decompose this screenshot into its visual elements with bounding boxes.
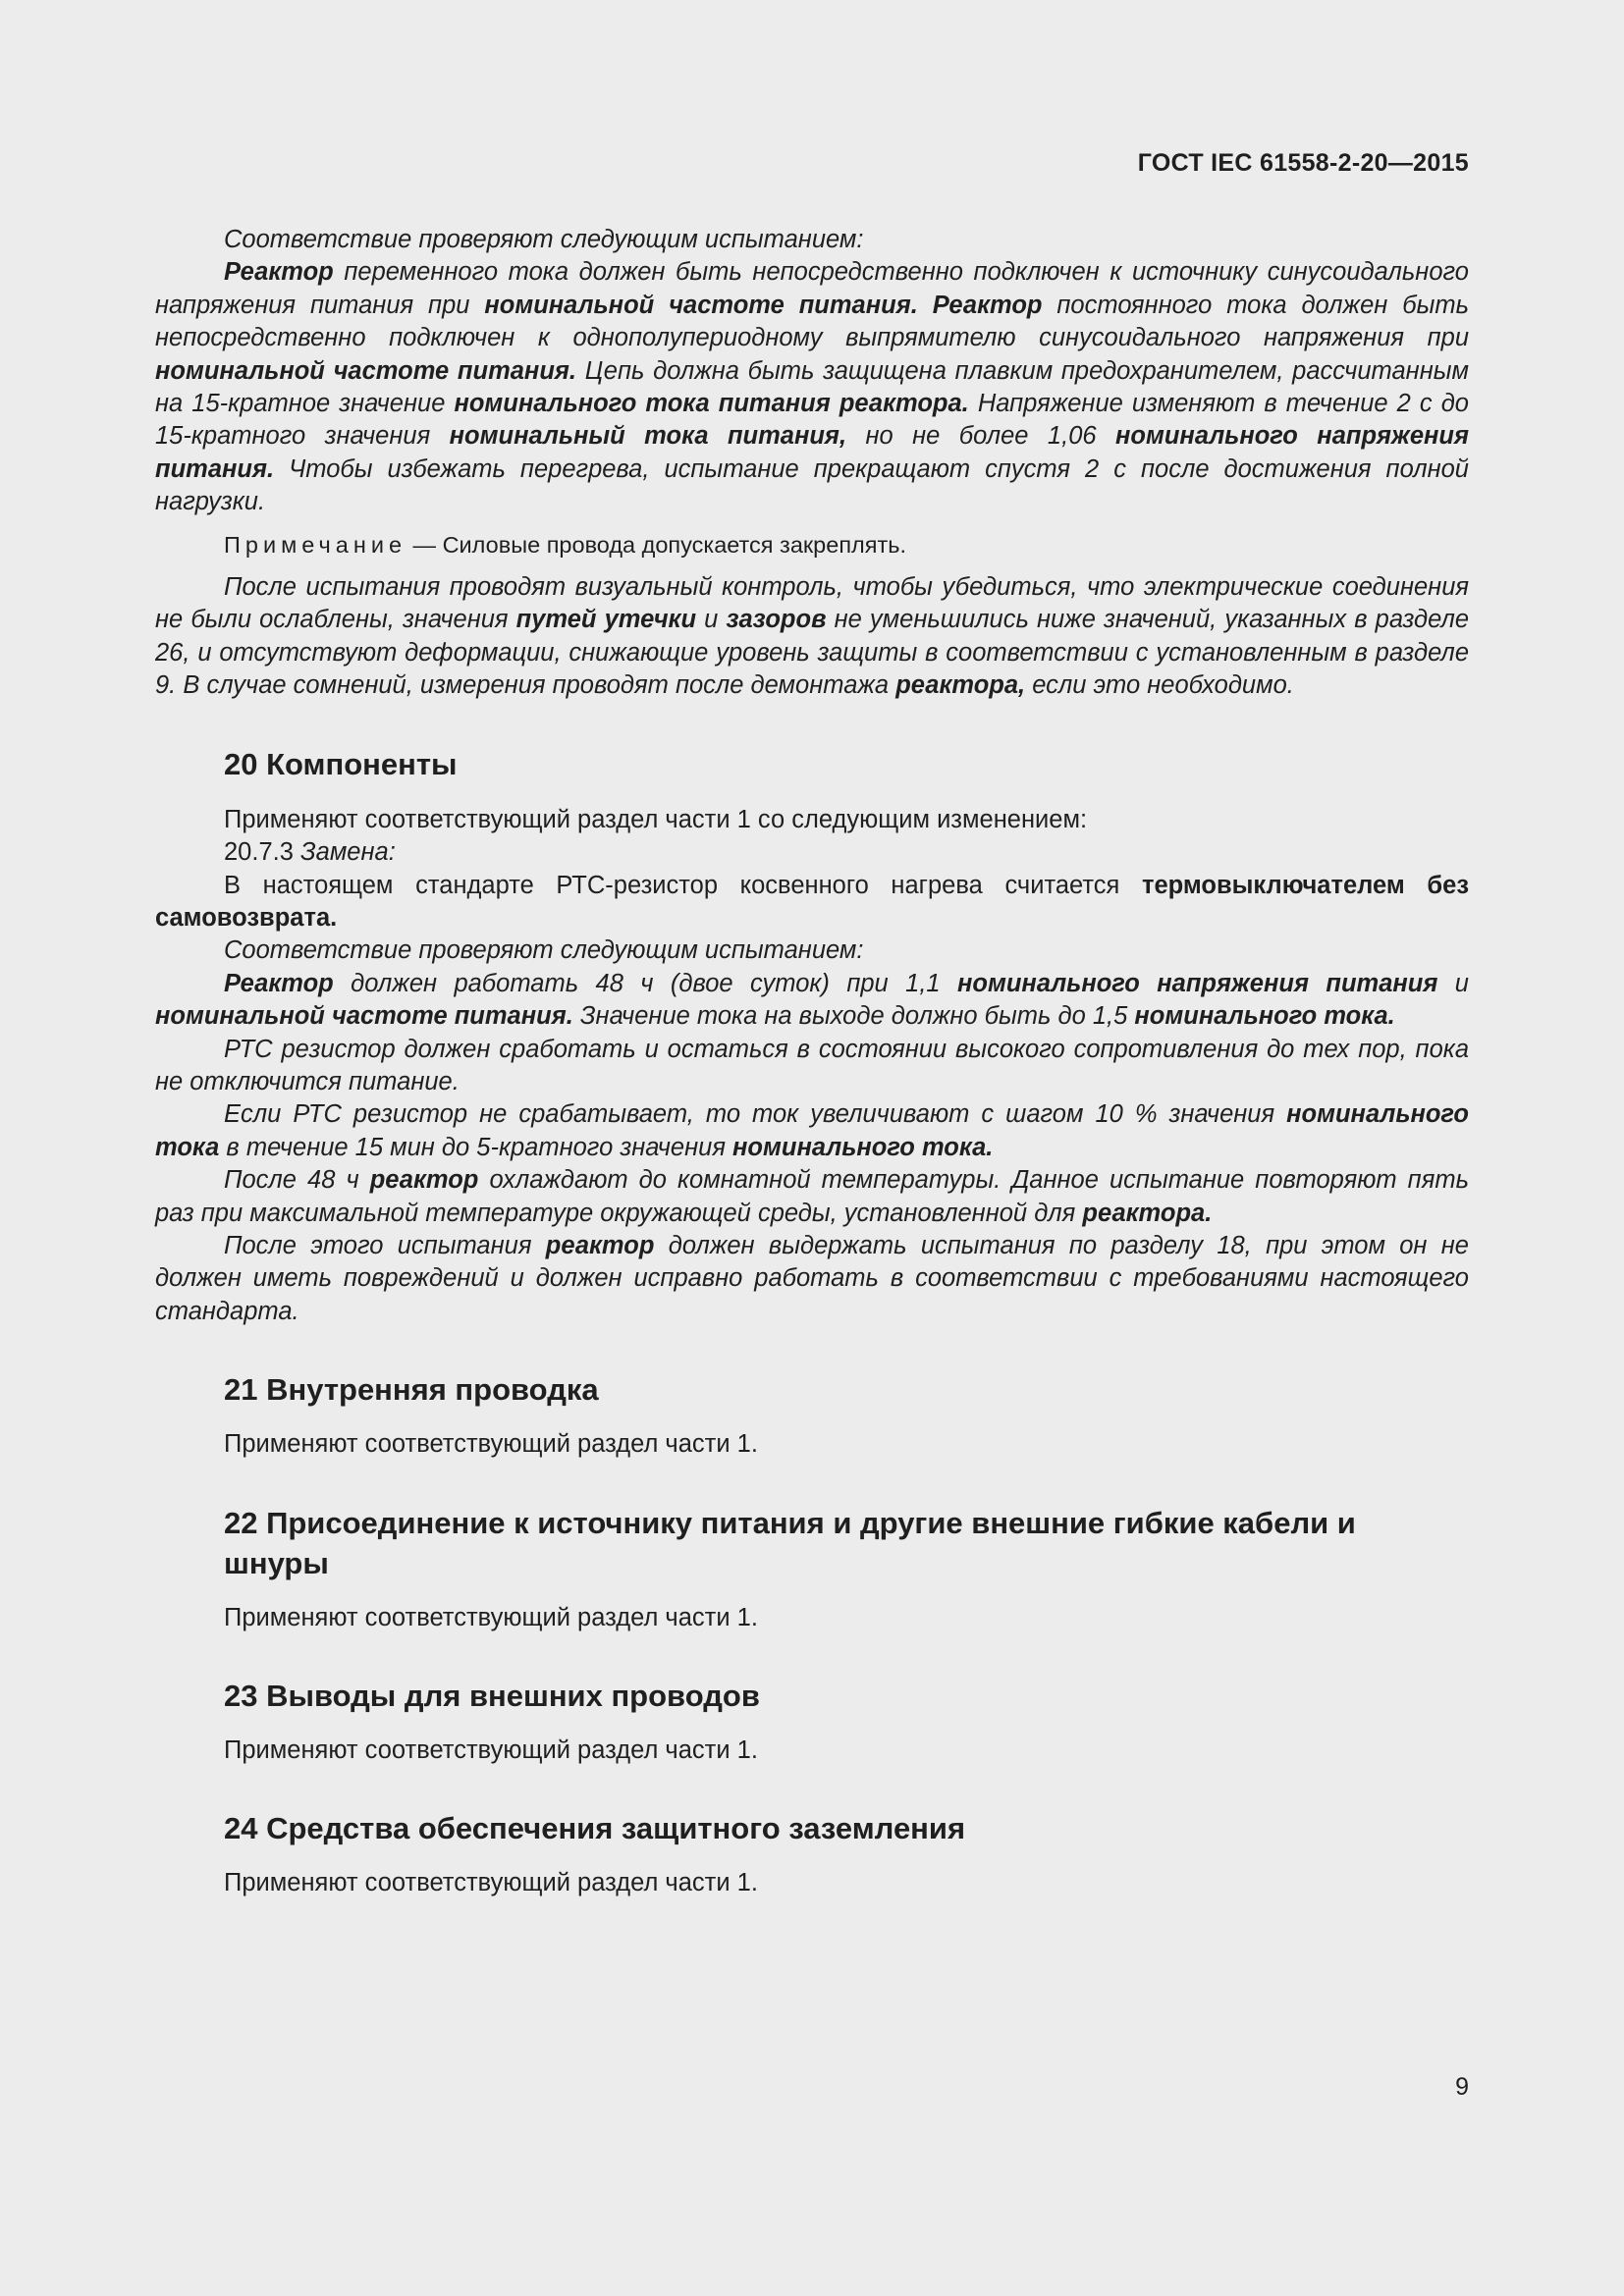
bold-term: номинального напряжения питания. bbox=[155, 422, 1469, 483]
section-20-title: 20 Компоненты bbox=[224, 746, 458, 781]
bold-term: Реактор bbox=[224, 969, 334, 997]
text-run: Чтобы избежать перегрева, испытание прекращают спустя 2 с после достижения полной нагрузки. bbox=[155, 454, 1469, 516]
text-run: должен работать 48 ч (двое суток) при 1,1 bbox=[333, 969, 957, 997]
section-20-para-2 bbox=[155, 1034, 1469, 1099]
bold-term: реактор bbox=[545, 1231, 655, 1259]
replacement-paragraph bbox=[155, 870, 1469, 935]
text-run: РТС резистор должен сработать и остаться в состоянии высокого сопротивления до тех пор, пока не отключится питание. bbox=[155, 1035, 1469, 1095]
text-run: После 48 ч bbox=[224, 1166, 370, 1195]
text-run: Значение тока на выходе должно быть до 1,5 bbox=[572, 1002, 1135, 1031]
bold-term: номинального тока. bbox=[732, 1133, 994, 1161]
bold-term: номинального тока. bbox=[1134, 1002, 1395, 1031]
text-run: охлаждают до комнатной температуры. Данное испытание повторяют пять раз при максимальной температуре окружающей среды, установленной для bbox=[155, 1166, 1469, 1227]
text-run: и bbox=[696, 606, 727, 634]
page-number: 9 bbox=[1455, 2073, 1469, 2101]
bold-term: зазоров bbox=[726, 606, 827, 634]
section-22-title: 22 Присоединение к источнику питания и другие внешние гибкие кабели и шнуры bbox=[224, 1505, 1356, 1580]
text-run: переменного тока должен быть непосредственно подключен к источнику синусоидального напряжения питания при bbox=[155, 258, 1469, 319]
text-run: не уменьшились ниже значений, указанных в разделе 26, и отсутствуют деформации, снижающие уровень защиты в соответствии с установленным в разделе 9. В случае сомнений, измерения проводят после демонтажа bbox=[155, 606, 1470, 700]
after-test-paragraph bbox=[155, 571, 1469, 703]
text-run: но не более 1,06 bbox=[846, 422, 1115, 451]
text-run: В настоящем стандарте РТС-резистор косвенного нагрева считается bbox=[224, 871, 1142, 899]
clause-label: Замена: bbox=[299, 838, 396, 867]
text-run: После испытания проводят визуальный контроль, чтобы убедиться, что электрические соединения не были ослаблены, значения bbox=[155, 573, 1469, 634]
section-20-para-5 bbox=[155, 1230, 1469, 1328]
test-paragraph bbox=[155, 256, 1469, 518]
section-21-text: Применяют соответствующий раздел части 1. bbox=[224, 1430, 758, 1459]
note-text: — Силовые провода допускается закреплять. bbox=[406, 531, 907, 558]
clause-20-7-3 bbox=[155, 836, 1469, 869]
section-20-para-1 bbox=[155, 968, 1469, 1034]
text-run: в течение 15 мин до 5-кратного значения bbox=[219, 1133, 733, 1161]
text-run: Напряжение изменяют в течение 2 с до 15-кратного значения bbox=[155, 390, 1469, 451]
bold-term: номинального тока питания реактора. bbox=[454, 390, 969, 418]
note bbox=[155, 529, 1469, 561]
bold-term: номинальной частоте питания. Реактор bbox=[484, 291, 1043, 319]
text-run: если это необходимо. bbox=[1025, 671, 1294, 700]
section-23-title: 23 Выводы для внешних проводов bbox=[224, 1679, 760, 1713]
bold-term: номинальной частоте питания. bbox=[155, 1002, 573, 1031]
bold-term: реактора. bbox=[1082, 1199, 1213, 1227]
section-20-para-4 bbox=[155, 1164, 1469, 1230]
section-23-text: Применяют соответствующий раздел части 1. bbox=[224, 1736, 758, 1764]
section-20-apply: Применяют соответствующий раздел части 1 со следующим изменением: bbox=[224, 805, 1088, 833]
section-24-title: 24 Средства обеспечения защитного заземления bbox=[224, 1811, 966, 1846]
bold-term: номинального напряжения питания bbox=[957, 969, 1438, 997]
bold-term: термовыключателем без самовозврата. bbox=[155, 871, 1469, 932]
compliance-line: Соответствие проверяют следующим испытанием: bbox=[224, 226, 864, 253]
section-22-text: Применяют соответствующий раздел части 1. bbox=[224, 1603, 758, 1631]
bold-term: номинальный тока питания, bbox=[449, 422, 847, 451]
text-run: должен выдержать испытания по разделу 18, при этом он не должен иметь повреждений и должен исправно работать в соответствии с требованиями настоящего стандарта. bbox=[155, 1231, 1469, 1325]
bold-term: путей утечки bbox=[515, 606, 697, 634]
page-body bbox=[155, 224, 1469, 1900]
text-run: и bbox=[1437, 969, 1469, 997]
section-20-para-3 bbox=[155, 1098, 1469, 1164]
bold-term: реактора, bbox=[895, 671, 1026, 700]
text-run: Цепь должна быть защищена плавким предохранителем, рассчитанным на 15-кратное значение bbox=[155, 356, 1469, 418]
bold-term: Реактор bbox=[224, 258, 334, 287]
text-run: После этого испытания bbox=[224, 1231, 546, 1259]
section-21-title: 21 Внутренняя проводка bbox=[224, 1372, 599, 1408]
bold-term: номинального тока bbox=[155, 1100, 1469, 1161]
bold-term: номинальной частоте питания. bbox=[155, 356, 577, 385]
section-24-text: Применяют соответствующий раздел части 1. bbox=[224, 1869, 758, 1897]
note-label: Примечание bbox=[224, 531, 407, 558]
document-header: ГОСТ IEC 61558-2-20—2015 bbox=[1137, 149, 1469, 177]
text-run: постоянного тока должен быть непосредственно подключен к однополупериодному выпрямителю синусоидального напряжения при bbox=[155, 291, 1469, 352]
bold-term: реактор bbox=[369, 1166, 479, 1195]
section-20-compliance: Соответствие проверяют следующим испытанием: bbox=[224, 936, 864, 965]
text-run: Если РТС резистор не срабатывает, то ток увеличивают с шагом 10 % значения bbox=[224, 1100, 1287, 1129]
clause-number: 20.7.3 bbox=[224, 838, 300, 867]
